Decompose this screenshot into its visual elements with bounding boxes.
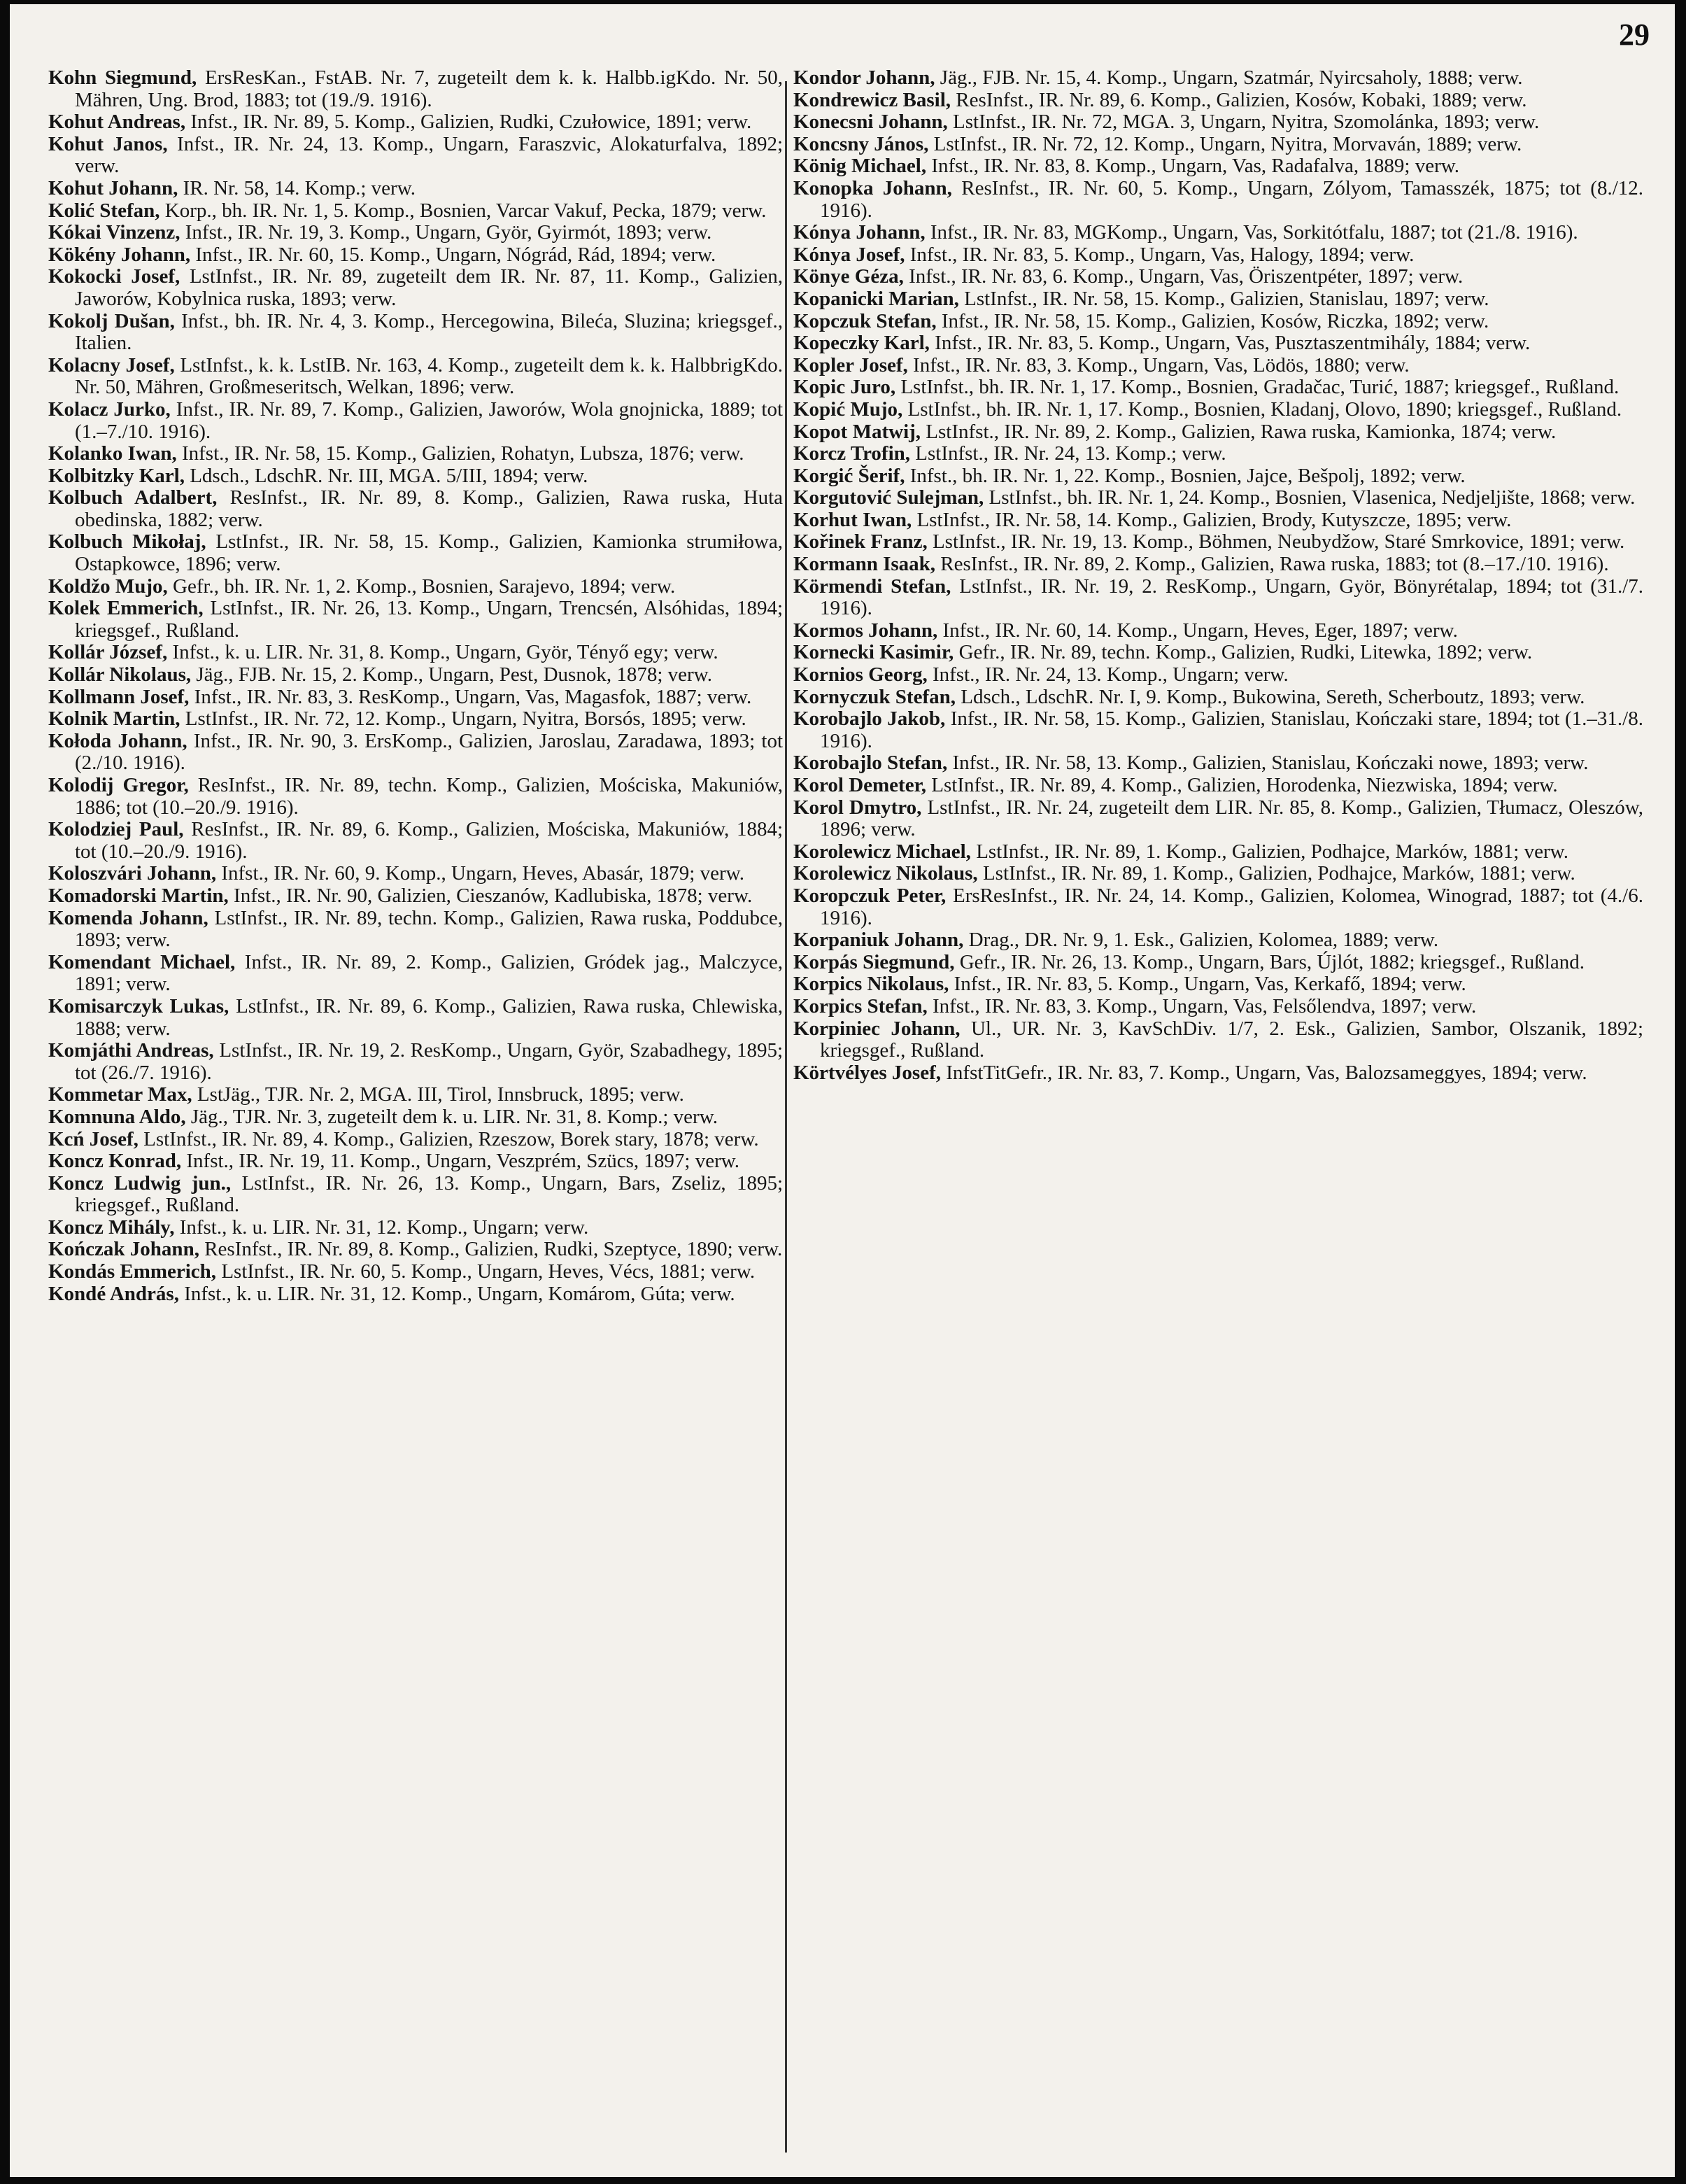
list-entry [793,752,1643,775]
page-number: 29 [1619,17,1650,52]
entry-details: LstInfst., bh. IR. Nr. 1, 17. Komp., Bosnien, Gradačac, Turić, 1887; kriegsgef., Rußland. [900,376,1620,399]
list-entry [793,355,1643,377]
entry-name: Kolanko Iwan, [48,442,177,465]
list-entry [48,1217,783,1239]
entry-name: Korol Dmytro, [793,796,922,819]
entry-details: Infst., IR. Nr. 83, 3. Komp., Ungarn, Vas, Felsőlendva, 1897; verw. [932,994,1477,1017]
entry-details: LstInfst., IR. Nr. 89, 2. Komp., Galizien, Rawa ruska, Kamionka, 1874; verw. [926,420,1557,443]
entry-name: Körmendi Stefan, [793,575,951,598]
list-entry [48,531,783,575]
entry-details: LstInfst., IR. Nr. 58, 14. Komp., Galizien, Brody, Kutyszcze, 1895; verw. [916,508,1512,531]
entry-details: ResInfst., IR. Nr. 89, 6. Komp., Galizien, Mościska, Makuniów, 1884; tot (10.–20./9. 1916). [75,818,783,863]
entry-details: ErsResKan., FstAB. Nr. 7, zugeteilt dem k. k. Halbb.igKdo. Nr. 50, Mähren, Ung. Brod, 1883; tot (19./9. 1916). [75,67,783,111]
entry-name: Kohut Johann, [48,176,178,199]
entry-name: Kończak Johann, [48,1238,199,1261]
entry-name: Kondás Emmerich, [48,1260,217,1283]
list-entry [48,1173,783,1217]
right-column [793,67,1643,2163]
list-entry [793,996,1643,1018]
entry-name: Korobajlo Jakob, [793,707,946,731]
list-entry [48,311,783,355]
entry-details: Ul., UR. Nr. 3, KavSchDiv. 1/7, 2. Esk., Galizien, Sambor, Olszanik, 1892; kriegsgef., Rußland. [820,1017,1643,1062]
list-entry [793,111,1643,134]
entry-details: LstInfst., IR. Nr. 89, 4. Komp., Galizien, Horodenka, Niezwiska, 1894; verw. [931,774,1558,796]
entry-name: Könye Géza, [793,265,904,288]
entry-details: LstJäg., TJR. Nr. 2, MGA. III, Tirol, Innsbruck, 1895; verw. [197,1083,684,1106]
entry-name: Komenda Johann, [48,906,208,929]
entry-details: Infst., IR. Nr. 83, 5. Komp., Ungarn, Vas, Pusztaszentmihály, 1884; verw. [935,332,1531,355]
entry-details: ErsResInfst., IR. Nr. 24, 14. Komp., Galizien, Kolomea, Winograd, 1887; tot (4./6. 1916). [820,884,1643,929]
entry-name: Kopanicki Marian, [793,287,959,310]
list-entry [48,355,783,399]
entry-details: Drag., DR. Nr. 9, 1. Esk., Galizien, Kolomea, 1889; verw. [968,929,1439,952]
entry-details: LstInfst., IR. Nr. 24, zugeteilt dem LIR. Nr. 85, 8. Komp., Galizien, Tłumacz, Oleszów, 1896; verw. [820,796,1643,841]
entry-details: LstInfst., IR. Nr. 26, 13. Komp., Ungarn, Bars, Zseliz, 1895; kriegsgef., Rußland. [75,1171,783,1217]
entry-name: Kolacz Jurko, [48,397,171,421]
entry-details: LstInfst., bh. IR. Nr. 1, 17. Komp., Bosnien, Kladanj, Olovo, 1890; kriegsgef., Rußland. [907,397,1622,421]
entry-name: Kondé András, [48,1282,179,1305]
entry-details: Infst., IR. Nr. 60, 9. Komp., Ungarn, Heves, Abasár, 1879; verw. [221,862,744,885]
list-entry [793,311,1643,333]
entry-name: Koldžo Mujo, [48,575,168,598]
entry-details: LstInfst., IR. Nr. 19, 2. ResKomp., Ungarn, Györ, Szabadhegy, 1895; tot (26./7. 1916). [75,1039,783,1084]
entry-name: Kolnik Martin, [48,707,180,731]
list-entry [48,465,783,488]
list-entry [793,487,1643,509]
list-entry [793,576,1643,620]
entry-name: Kolacny Josef, [48,353,175,376]
list-entry [48,1129,783,1151]
list-entry [793,67,1643,90]
list-entry [793,863,1643,885]
entry-details: LstInfst., IR. Nr. 58, 15. Komp., Galizien, Kamionka strumiłowa, Ostapkowce, 1896; verw. [75,530,783,576]
entry-details: Ldsch., LdschR. Nr. III, MGA. 5/III, 1894; verw. [190,464,588,487]
entry-name: Kormann Isaak, [793,553,936,576]
entry-name: Korpaniuk Johann, [793,929,964,952]
entry-details: Infst., IR. Nr. 83, MGKomp., Ungarn, Vas, Sorkitótfalu, 1887; tot (21./8. 1916). [930,221,1578,244]
list-entry [48,1283,783,1306]
entry-name: Konecsni Johann, [793,111,948,134]
list-entry [793,90,1643,112]
document-page [10,4,1675,2177]
entry-name: Kollmann Josef, [48,685,190,708]
entry-name: Kopot Matwij, [793,420,921,443]
entry-name: Komendant Michael, [48,950,236,973]
entry-name: Kopler Josef, [793,353,908,376]
entry-details: LstInfst., IR. Nr. 60, 5. Komp., Ungarn, Heves, Vécs, 1881; verw. [221,1260,756,1283]
entry-details: Infst., bh. IR. Nr. 1, 22. Komp., Bosnien, Jajce, Bešpolj, 1892; verw. [909,464,1466,487]
entry-details: Infst., IR. Nr. 83, 6. Komp., Ungarn, Vas, Öriszentpéter, 1897; verw. [909,265,1464,288]
entry-details: Gefr., IR. Nr. 89, techn. Komp., Galizien, Rudki, Litewka, 1892; verw. [958,641,1533,664]
entry-details: LstInfst., IR. Nr. 72, 12. Komp., Ungarn, Nyitra, Morvaván, 1889; verw. [933,132,1522,155]
entry-name: König Michael, [793,155,927,178]
entry-details: Infst., IR. Nr. 60, 14. Komp., Ungarn, Heves, Eger, 1897; verw. [942,619,1458,642]
list-entry [793,465,1643,488]
entry-name: Korgutović Sulejman, [793,486,984,509]
entry-name: Kcń Josef, [48,1127,139,1150]
entry-details: ResInfst., IR. Nr. 89, techn. Komp., Galizien, Mościska, Makuniów, 1886; tot (10.–20./9. 1916). [75,774,783,819]
list-entry [48,178,783,200]
entry-name: Kollár Nikolaus, [48,663,192,686]
entry-details: LstInfst., k. k. LstIB. Nr. 163, 4. Komp., zugeteilt dem k. k. HalbbrigKdo. Nr. 50, Mähren, Großmeseritsch, Welkan, 1896; verw. [75,353,783,399]
entry-details: Infst., IR. Nr. 89, 2. Komp., Galizien, Gródek jag., Malczyce, 1891; verw. [75,950,783,996]
entry-name: Koropczuk Peter, [793,884,947,907]
entry-name: Kókai Vinzenz, [48,221,180,244]
entry-name: Komadorski Martin, [48,884,229,907]
entry-name: Kohn Siegmund, [48,67,197,89]
list-entry [48,1150,783,1173]
entry-name: Kopeczky Karl, [793,332,930,355]
list-entry [793,376,1643,399]
entry-details: Infst., IR. Nr. 60, 15. Komp., Ungarn, Nógrád, Rád, 1894; verw. [195,243,716,266]
list-entry [48,1040,783,1084]
entry-name: Kommetar Max, [48,1083,192,1106]
entry-name: Koncsny János, [793,132,929,155]
entry-details: Infst., IR. Nr. 19, 11. Komp., Ungarn, Veszprém, Szücs, 1897; verw. [186,1150,740,1173]
entry-name: Korobajlo Stefan, [793,752,948,775]
list-entry [793,288,1643,311]
entry-details: LstInfst., IR. Nr. 72, MGA. 3, Ungarn, Nyitra, Szomolánka, 1893; verw. [953,111,1540,134]
entry-name: Kokocki Josef, [48,265,180,288]
entry-details: Infst., IR. Nr. 83, 8. Komp., Ungarn, Vas, Radafalva, 1889; verw. [931,155,1460,178]
entry-details: LstInfst., IR. Nr. 89, 6. Komp., Galizien, Rawa ruska, Chlewiska, 1888; verw. [75,994,783,1040]
list-entry [793,841,1643,864]
entry-name: Korpics Nikolaus, [793,973,949,996]
entry-name: Kormos Johann, [793,619,938,642]
entry-name: Kolbuch Adalbert, [48,486,218,509]
list-entry [793,642,1643,664]
list-entry [48,200,783,223]
list-entry [793,443,1643,465]
list-entry [793,929,1643,952]
entry-name: Kónya Josef, [793,243,905,266]
list-entry [793,399,1643,421]
list-entry [48,996,783,1040]
list-entry [48,1084,783,1106]
entry-name: Kornecki Kasimir, [793,641,954,664]
list-entry [793,708,1643,752]
entry-details: Jäg., TJR. Nr. 3, zugeteilt dem k. u. LIR. Nr. 31, 8. Komp.; verw. [190,1105,718,1128]
entry-name: Kornyczuk Stefan, [793,685,956,708]
entry-details: Infst., IR. Nr. 90, 3. ErsKomp., Galizien, Jaroslau, Zaradawa, 1893; tot (2./10. 1916). [75,729,783,775]
list-entry [48,443,783,465]
entry-details: Infst., IR. Nr. 58, 15. Komp., Galizien, Stanislau, Kończaki stare, 1894; tot (1.–31./8. 1916). [820,707,1643,752]
entry-details: Korp., bh. IR. Nr. 1, 5. Komp., Bosnien, Varcar Vakuf, Pecka, 1879; verw. [164,199,767,222]
entry-name: Kökény Johann, [48,243,191,266]
entry-details: Infst., k. u. LIR. Nr. 31, 12. Komp., Ungarn, Komárom, Gúta; verw. [184,1282,735,1305]
entry-name: Korpiniec Johann, [793,1017,961,1040]
entry-name: Koncz Mihály, [48,1216,175,1239]
entry-name: Kolić Stefan, [48,199,160,222]
entry-details: LstInfst., IR. Nr. 24, 13. Komp.; verw. [915,442,1226,465]
entry-name: Koncz Ludwig jun., [48,1171,232,1195]
entry-details: Infst., IR. Nr. 83, 3. Komp., Ungarn, Vas, Lödös, 1880; verw. [913,353,1410,376]
list-entry [48,708,783,731]
list-entry [48,134,783,178]
entry-details: Infst., IR. Nr. 58, 13. Komp., Galizien, Stanislau, Kończaki nowe, 1893; verw. [952,752,1589,775]
entry-details: Infst., IR. Nr. 83, 5. Komp., Ungarn, Vas, Halogy, 1894; verw. [909,243,1415,266]
entry-details: Infst., IR. Nr. 58, 15. Komp., Galizien, Kosów, Riczka, 1892; verw. [941,309,1489,332]
list-entry [793,664,1643,686]
entry-details: LstInfst., IR. Nr. 89, 1. Komp., Galizien, Podhajce, Marków, 1881; verw. [976,840,1568,863]
list-entry [48,664,783,686]
list-entry [793,1062,1643,1085]
entry-details: LstInfst., IR. Nr. 19, 13. Komp., Böhmen, Neubydžow, Staré Smrkovice, 1891; verw. [932,530,1625,554]
entry-name: Körtvélyes Josef, [793,1061,941,1084]
entry-name: Korpics Stefan, [793,994,928,1017]
list-entry [793,134,1643,156]
list-entry [48,863,783,885]
list-entry [793,178,1643,222]
list-entry [48,244,783,267]
left-column [48,67,783,2163]
entry-details: ResInfst., IR. Nr. 89, 8. Komp., Galizien, Rudki, Szeptyce, 1890; verw. [204,1238,783,1261]
list-entry [793,775,1643,797]
entry-details: Infst., IR. Nr. 24, 13. Komp., Ungarn, Faraszvic, Alokaturfalva, 1892; verw. [75,132,783,178]
list-entry [48,775,783,819]
entry-details: LstInfst., IR. Nr. 26, 13. Komp., Ungarn, Trencsén, Alsóhidas, 1894; kriegsgef., Rußland. [75,597,783,642]
entry-name: Kornios Georg, [793,663,928,686]
list-entry [793,332,1643,355]
entry-details: Jäg., FJB. Nr. 15, 2. Komp., Ungarn, Pest, Dusnok, 1878; verw. [196,663,712,686]
entry-name: Korolewicz Nikolaus, [793,862,978,885]
list-entry [793,421,1643,444]
list-entry [48,266,783,310]
entry-name: Kollár József, [48,641,168,664]
entry-name: Korhut Iwan, [793,508,912,531]
list-entry [48,67,783,111]
entry-name: Kolbitzky Karl, [48,464,185,487]
entry-name: Kohut Andreas, [48,111,186,134]
entry-details: LstInfst., bh. IR. Nr. 1, 24. Komp., Bosnien, Vlasenica, Nedjeljište, 1868; verw. [989,486,1636,509]
list-entry [48,1239,783,1261]
entry-name: Kořinek Franz, [793,530,928,554]
entry-details: LstInfst., IR. Nr. 19, 2. ResKomp., Ungarn, Györ, Bönyrétalap, 1894; tot (31./7. 1916). [820,575,1643,620]
list-entry [793,509,1643,532]
entry-name: Kolek Emmerich, [48,597,204,620]
entry-details: LstInfst., IR. Nr. 89, techn. Komp., Galizien, Rawa ruska, Poddubce, 1893; verw. [75,906,783,952]
entry-name: Kondor Johann, [793,67,935,89]
list-entry [793,1018,1643,1062]
entry-details: IR. Nr. 58, 14. Komp.; verw. [183,176,416,199]
entry-name: Kondrewicz Basil, [793,88,951,111]
list-entry [48,642,783,664]
entry-details: Infst., IR. Nr. 89, 7. Komp., Galizien, Jaworów, Wola gnojnicka, 1889; tot (1.–7./10. 1916). [75,397,783,443]
list-entry [793,244,1643,267]
entry-details: LstInfst., IR. Nr. 89, zugeteilt dem IR. Nr. 87, 11. Komp., Galizien, Jaworów, Kobylnica ruska, 1893; verw. [75,265,783,310]
entry-details: Infst., IR. Nr. 24, 13. Komp., Ungarn; verw. [932,663,1289,686]
list-entry [793,554,1643,576]
entry-name: Korpás Siegmund, [793,950,955,973]
entry-name: Komnuna Aldo, [48,1105,186,1128]
list-entry [793,155,1643,178]
entry-details: Jäg., FJB. Nr. 15, 4. Komp., Ungarn, Szatmár, Nyircsaholy, 1888; verw. [940,67,1523,89]
list-entry [48,885,783,908]
list-entry [793,973,1643,996]
list-entry [48,598,783,642]
entry-details: ResInfst., IR. Nr. 89, 8. Komp., Galizien, Rawa ruska, Huta obedinska, 1882; verw. [75,486,783,531]
list-entry [793,531,1643,554]
list-entry [48,1261,783,1283]
entry-name: Kohut Janos, [48,132,168,155]
entry-details: ResInfst., IR. Nr. 89, 2. Komp., Galizien, Rawa ruska, 1883; tot (8.–17./10. 1916). [940,553,1609,576]
entry-name: Komisarczyk Lukas, [48,994,229,1017]
list-entry [793,620,1643,642]
entry-details: Infst., IR. Nr. 58, 15. Komp., Galizien, Rohatyn, Lubsza, 1876; verw. [181,442,744,465]
list-entry [793,952,1643,974]
list-entry [48,399,783,443]
entry-name: Komjáthi Andreas, [48,1039,214,1062]
column-divider [785,81,787,2153]
entry-details: ResInfst., IR. Nr. 60, 5. Komp., Ungarn, Zólyom, Tamasszék, 1875; tot (8./12. 1916). [820,176,1643,222]
entry-details: Infst., IR. Nr. 83, 3. ResKomp., Ungarn, Vas, Magasfok, 1887; verw. [194,685,752,708]
entry-details: Infst., k. u. LIR. Nr. 31, 12. Komp., Ungarn; verw. [179,1216,589,1239]
entry-details: LstInfst., IR. Nr. 58, 15. Komp., Galizien, Stanislau, 1897; verw. [964,287,1489,310]
entry-details: LstInfst., IR. Nr. 89, 1. Komp., Galizien, Podhajce, Marków, 1881; verw. [982,862,1575,885]
entry-details: Infst., bh. IR. Nr. 4, 3. Komp., Hercegowina, Bileća, Sluzina; kriegsgef., Italien. [75,309,783,355]
list-entry [48,952,783,996]
entry-details: Gefr., bh. IR. Nr. 1, 2. Komp., Bosnien, Sarajevo, 1894; verw. [173,575,676,598]
entry-name: Konopka Johann, [793,176,952,199]
entry-details: Ldsch., LdschR. Nr. I, 9. Komp., Bukowina, Sereth, Scherboutz, 1893; verw. [961,685,1585,708]
entry-details: LstInfst., IR. Nr. 89, 4. Komp., Galizien, Rzeszow, Borek stary, 1878; verw. [143,1127,759,1150]
list-entry [48,222,783,244]
entry-name: Kokolj Dušan, [48,309,175,332]
entry-details: InfstTitGefr., IR. Nr. 83, 7. Komp., Ungarn, Vas, Balozsameggyes, 1894; verw. [946,1061,1587,1084]
list-entry [48,686,783,709]
entry-name: Kónya Johann, [793,221,926,244]
list-entry [793,266,1643,288]
entry-details: Infst., k. u. LIR. Nr. 31, 8. Komp., Ungarn, Györ, Tényő egy; verw. [172,641,718,664]
entry-name: Koloszvári Johann, [48,862,217,885]
entry-name: Kolodij Gregor, [48,774,189,796]
list-entry [48,487,783,531]
entry-details: ResInfst., IR. Nr. 89, 6. Komp., Galizien, Kosów, Kobaki, 1889; verw. [956,88,1527,111]
list-entry [48,819,783,863]
entry-name: Kopczuk Stefan, [793,309,937,332]
list-entry [793,686,1643,709]
entry-details: Infst., IR. Nr. 83, 5. Komp., Ungarn, Vas, Kerkafő, 1894; verw. [954,973,1466,996]
entry-name: Korgić Šerif, [793,464,905,487]
entry-details: Infst., IR. Nr. 89, 5. Komp., Galizien, Rudki, Czułowice, 1891; verw. [190,111,752,134]
list-entry [48,731,783,775]
entry-details: Infst., IR. Nr. 19, 3. Komp., Ungarn, Györ, Gyirmót, 1893; verw. [185,221,712,244]
entry-name: Kolodziej Paul, [48,818,184,841]
entry-name: Kolbuch Mikołaj, [48,530,206,554]
list-entry [793,222,1643,244]
entry-name: Kołoda Johann, [48,729,187,752]
entry-name: Koncz Konrad, [48,1150,182,1173]
list-entry [793,797,1643,841]
list-entry [793,885,1643,929]
entry-name: Korcz Trofin, [793,442,911,465]
entry-name: Korol Demeter, [793,774,927,796]
list-entry [48,1106,783,1129]
entry-name: Kopic Juro, [793,376,896,399]
entry-name: Kopić Mujo, [793,397,903,421]
entry-details: LstInfst., IR. Nr. 72, 12. Komp., Ungarn, Nyitra, Borsós, 1895; verw. [185,707,746,731]
list-entry [48,576,783,598]
entry-details: Gefr., IR. Nr. 26, 13. Komp., Ungarn, Bars, Újlót, 1882; kriegsgef., Rußland. [959,950,1585,973]
list-entry [48,908,783,952]
list-entry [48,111,783,134]
entry-name: Korolewicz Michael, [793,840,971,863]
entry-details: Infst., IR. Nr. 90, Galizien, Cieszanów, Kadlubiska, 1878; verw. [234,884,753,907]
